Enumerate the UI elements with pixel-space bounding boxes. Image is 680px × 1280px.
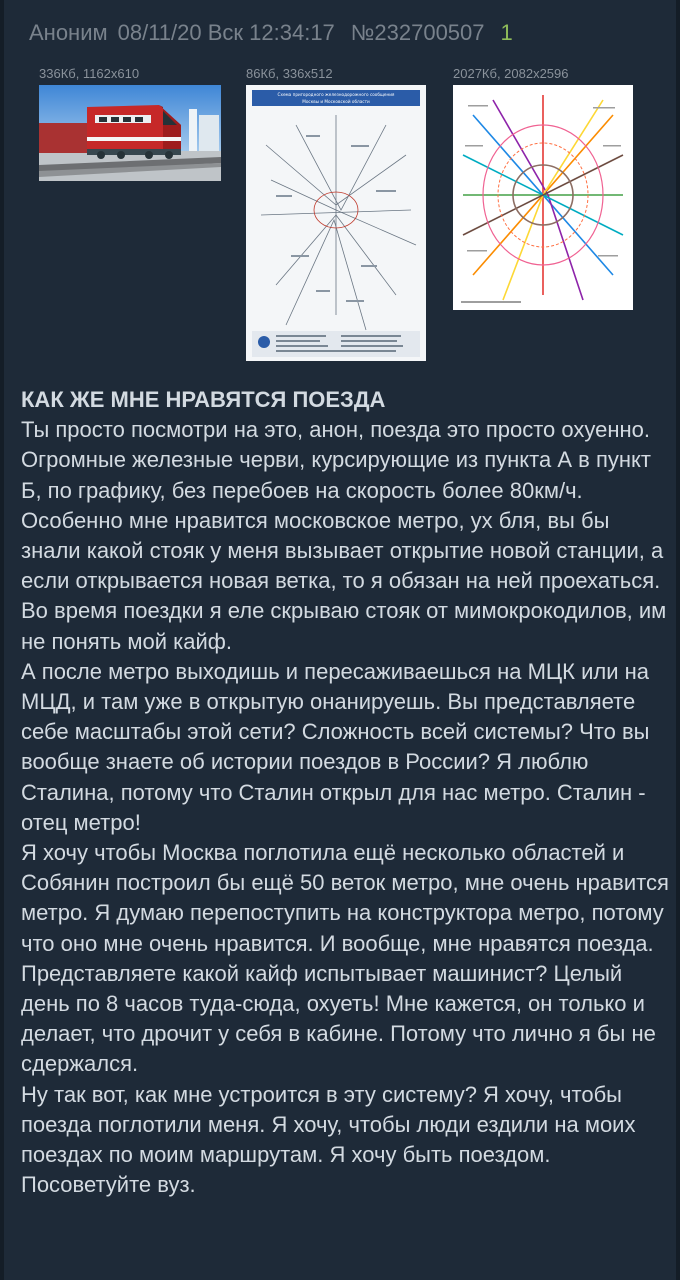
metro-map-image xyxy=(453,85,633,310)
railway-map-image xyxy=(246,85,426,361)
post-header xyxy=(29,20,523,46)
metro-map-thumbnail[interactable] xyxy=(453,85,633,310)
message-paragraph: Ну так вот, как мне устроится в эту систему? Я хочу, чтобы поезда поглотили меня. Я хочу, чтобы люди ездили на моих поездах по моим маршрутам. Я хочу быть поездом. Посоветуйте вуз. xyxy=(21,1081,636,1198)
file-meta: 336Кб, 1162x610 xyxy=(39,66,140,81)
post-author[interactable]: Аноним xyxy=(29,20,108,45)
map-title-line2: Москвы и Московской области xyxy=(302,99,370,104)
file-meta: 86Кб, 336x512 xyxy=(246,66,333,81)
train-photo-thumbnail[interactable] xyxy=(39,85,221,181)
file-attachment-2 xyxy=(246,66,426,361)
file-attachment-1 xyxy=(39,66,221,181)
post-message xyxy=(21,385,671,1200)
railway-map-thumbnail[interactable] xyxy=(246,85,426,361)
file-attachment-3 xyxy=(453,66,633,310)
message-title: КАК ЖЕ МНЕ НРАВЯТСЯ ПОЕЗДА xyxy=(21,387,386,412)
message-paragraph: А после метро выходишь и пересаживаешься на МЦК или на МЦД, и там уже в открытую онанируешь. Вы представляете себе масштабы этой сети? Сложность всей системы? Что вы вообще знаете об истории поездов в России? Я люблю Сталина, потому что Сталин открыл для нас метро. Сталин - отец метро! xyxy=(21,658,650,835)
train-image xyxy=(39,85,221,181)
post-number[interactable]: №232700507 xyxy=(350,20,485,45)
reply-count[interactable]: 1 xyxy=(500,20,513,45)
map-title-line1: Схема пригородного железнодорожного сообщения xyxy=(277,92,395,97)
message-paragraph: Представляете какой кайф испытывает машинист? Целый день по 8 часов туда-сюда, охуеть! Мне кажется, он только и делает, что дрочит у себя в кабине. Потому что лично я бы не сдержался. xyxy=(21,960,656,1077)
message-paragraph: Ты просто посмотри на это, анон, поезда это просто охуенно. Огромные железные черви, курсирующие из пункта А в пункт Б, по графику, без перебоев на скорость более 80км/ч. Особенно мне нравится московское метро, ух бля, вы бы знали какой стояк у меня вызывает открытие новой станции, а если открывается новая ветка, то я обязан на ней проехаться. Во время поездки я еле скрываю стояк от мимокрокодилов, им не понять мой кайф. xyxy=(21,417,667,654)
file-meta: 2027Кб, 2082x2596 xyxy=(453,66,569,81)
message-paragraph: Я хочу чтобы Москва поглотила ещё несколько областей и Собянин построил бы ещё 50 веток метро, мне очень нравится метро. Я думаю перепоступить на конструктора метро, потому что оно мне очень нравится. И вообще, мне нравятся поезда. xyxy=(21,840,669,956)
post-date: 08/11/20 Вск 12:34:17 xyxy=(117,20,335,45)
